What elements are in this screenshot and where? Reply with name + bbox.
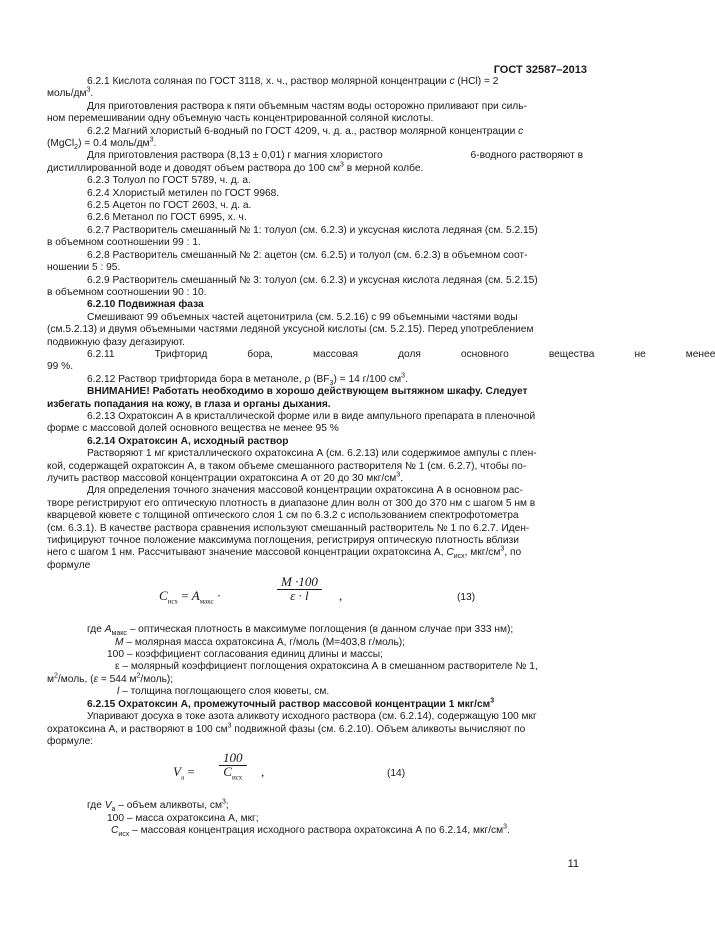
para-measure-4: (см. 6.3.1). В качестве раствора сравнения используют смешанный растворитель № 1 по 6.2.7. Иден- (47, 522, 530, 534)
para-hcl-prep: Для приготовления раствора к пяти объемным частям воды осторожно приливают при силь- (87, 100, 527, 112)
para-6-2-1-cont: моль/$дм^3$. (47, 87, 94, 100)
where14-line2: 100 – масса охратоксина А, мкг; (107, 812, 259, 824)
para-6-2-5: 6.2.5 Ацетон по ГОСТ 2603, ч. д. а. (87, 200, 252, 212)
eq14-lhs: $V_a$ = (173, 764, 195, 782)
equation-13: $C_{исх} = A_{макс}$ · M ·100 ε · l , (13) (159, 574, 476, 606)
para-stock-solution: Растворяют 1 мг кристаллического охратоксина А (см. 6.2.13) или содержимое ампулы с плен- (87, 448, 537, 460)
para-6-2-11: 6.2.11 Трифторид бора, массовая доля основного вещества не менее (87, 348, 715, 360)
para-6-2-7-cont: в объемном соотношении 99 : 1. (47, 237, 201, 249)
para-mgcl2-prep: Для приготовления раствора (8,13 ± 0,01) г магния хлористого 6-водного растворяют в (87, 150, 583, 162)
para-stock-solution-3: лучить раствор массовой концентрации охратоксина А от 20 до 30 мкг/$см^3$. (47, 471, 404, 484)
para-intermediate-3: формуле: (47, 735, 94, 747)
para-6-2-1: 6.2.1 Кислота соляная по ГОСТ 3118, х. ч., раствор молярной концентрации c (HCl) = 2 (87, 76, 499, 87)
where13-line3: 100 – коэффициент согласования единиц длины и массы; (107, 649, 383, 661)
heading-6-2-14: 6.2.14 Охратоксин А, исходный раствор (87, 435, 289, 447)
para-6-2-6: 6.2.6 Метанол по ГОСТ 6995, х. ч. (87, 212, 247, 224)
page-number: 11 (567, 858, 579, 870)
where14-line3: $C_{исх}$ – массовая концентрация исходного раствора охратоксина А по 6.2.14, мкг/$см^3$. (111, 823, 510, 839)
eq14-fraction: 100 $C_{исх}$ (219, 752, 247, 778)
para-intermediate-2: охратоксина А, и растворяют в 100 $см^3$ подвижной фазы (см. 6.2.10). Объем аликвоты вычисляют по (47, 722, 526, 735)
para-6-2-2: 6.2.2 Магний хлористый 6-водный по ГОСТ 4209, ч. д. а., раствор молярной концентрации c (87, 125, 524, 137)
para-6-2-9-cont: в объемном соотношении 90 : 10. (47, 286, 207, 298)
where13-line6: l – толщина поглощающего слоя кюветы, см. (117, 686, 330, 698)
para-6-2-7: 6.2.7 Растворитель смешанный № 1: толуол (см. 6.2.3) и уксусная кислота ледяная (см. 5.2.15) (87, 224, 538, 236)
para-mgcl2-prep-cont: дистиллированной воде и доводят объем раствора до 100 $см^3$ в мерной колбе. (47, 161, 424, 174)
para-6-2-13: 6.2.13 Охратоксин А в кристаллической форме или в виде ампульного препарата в пленочной (87, 410, 536, 422)
heading-6-2-10: 6.2.10 Подвижная фаза (87, 299, 204, 311)
para-6-2-11-cont: 99 %. (47, 361, 74, 373)
para-6-2-3: 6.2.3 Толуол по ГОСТ 5789, ч. д. а. (87, 175, 251, 187)
eq13-fraction: M ·100 ε · l (277, 576, 322, 602)
document-header: ГОСТ 32587–2013 (493, 64, 587, 76)
para-measure-5: тифицируют точное положение максимума поглощения, регистрируя оптическую плотность вблизи (47, 535, 519, 547)
para-measure-6: него с шагом 1 нм. Рассчитывают значение массовой концентрации охратоксина А, $C_{исх}$, мкг/$см^3$, по (47, 546, 522, 561)
para-6-2-13-cont: форме с массовой долей основного вещества не менее 95 % (47, 423, 339, 435)
para-hcl-prep-cont: ном перемешивании одну объемную часть концентрированной соляной кислоты. (47, 113, 434, 125)
where13-line5: $м^2$/моль, (ε = 544 $м^2/моль$); (47, 672, 174, 685)
eq14-number: (14) (387, 768, 406, 780)
para-measure-7: формуле (47, 559, 91, 571)
para-intermediate-1: Упаривают досуха в токе азота аликвоту исходного раствора (см. 6.2.14), содержащую 100 мкг (87, 711, 537, 723)
heading-6-2-15: 6.2.15 Охратоксин А, промежуточный раствор массовой концентрации 1 мкг/$см^3$ (87, 697, 495, 710)
para-6-2-8: 6.2.8 Растворитель смешанный № 2: ацетон (см. 6.2.5) и толуол (см. 6.2.3) в объемном соот- (87, 249, 528, 261)
para-mobile-phase-2: (см.5.2.13) и двумя объемными частями ледяной уксусной кислоты (см. 5.2.15). Перед употреблением (47, 324, 534, 336)
para-6-2-8-cont: ношении 5 : 95. (47, 262, 121, 274)
document-body (47, 76, 715, 839)
para-6-2-2-cont: (MgCl$_2$) = 0.4 моль/$дм^3$. (47, 136, 157, 152)
para-measure-3: кварцевой кювете с толщиной оптического слоя 1 см по 6.3.2 с использованием спектрофотометра (47, 510, 519, 522)
equation-14: $V_a$ = 100 $C_{исх}$ , (14) (173, 750, 406, 782)
warning-text: ВНИМАНИЕ! Работать необходимо в хорошо действующем вытяжном шкафу. Следует (87, 386, 528, 398)
where13-line1: где $A_{макс}$ – оптическая плотность в максимуме поглощения (в данном случае при 333 нм); (87, 624, 514, 638)
where13-line4: ε – молярный коэффициент поглощения охратоксина А в смешанном растворителе № 1, (115, 661, 538, 673)
para-mobile-phase: Смешивают 99 объемных частей ацетонитрила (см. 5.2.16) с 99 объемными частями воды (87, 311, 518, 323)
where14-line1: где $V_a$ – объем аликвоты, $см^3$; (87, 798, 229, 814)
para-measure-2: творе регистрируют его оптическую плотность в диапазоне длин волн от 300 до 370 нм с шагом 5 нм в (47, 497, 536, 509)
para-6-2-4: 6.2.4 Хлористый метилен по ГОСТ 9968. (87, 187, 280, 199)
warning-text-cont: избегать попадания на кожу, в глаза и органы дыхания. (47, 398, 331, 410)
eq13-number: (13) (457, 592, 476, 604)
para-measure-1: Для определения точного значения массовой концентрации охратоксина А в основном рас- (87, 485, 523, 497)
eq13-lhs: $C_{исх} = A_{макс}$ · (159, 588, 222, 606)
where13-line2: M – молярная масса охратоксина А, г/моль (M=403,8 г/моль); (115, 636, 405, 648)
para-stock-solution-2: кой, содержащей охратоксин А, в таком объеме смешанного растворителя № 1 (см. 6.2.7), чтобы по- (47, 460, 527, 472)
para-6-2-12: 6.2.12 Раствор трифторида бора в метаноле, ρ $(BF_3) = 14$ г/100 $см^3$. (87, 372, 408, 387)
para-6-2-9: 6.2.9 Растворитель смешанный № 3: толуол (см. 6.2.3) и уксусная кислота ледяная (см. 5.2.15) (87, 274, 538, 286)
para-mobile-phase-3: подвижную фазу дегазируют. (47, 336, 185, 348)
